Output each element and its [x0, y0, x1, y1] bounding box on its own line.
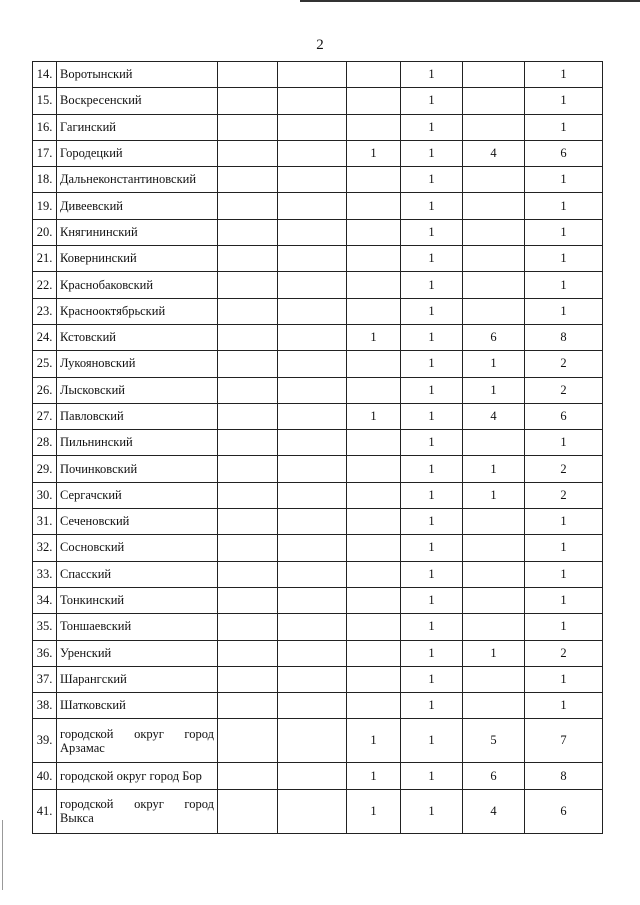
district-name: городской округ город Бор — [57, 763, 218, 789]
page-number: 2 — [316, 37, 324, 53]
value-col-3 — [347, 509, 401, 535]
total-value: 8 — [525, 763, 603, 789]
value-col-4: 1 — [401, 272, 463, 298]
value-col-2 — [278, 561, 347, 587]
top-rule — [300, 0, 640, 2]
district-name: Кстовский — [57, 324, 218, 350]
row-number: 24. — [33, 324, 57, 350]
value-col-2 — [278, 298, 347, 324]
district-name: городской округ город Арзамас — [57, 719, 218, 763]
district-name: Пильнинский — [57, 430, 218, 456]
total-value: 1 — [525, 114, 603, 140]
total-value: 1 — [525, 666, 603, 692]
value-col-4: 1 — [401, 88, 463, 114]
row-number: 21. — [33, 246, 57, 272]
value-col-2 — [278, 403, 347, 429]
value-col-1 — [218, 351, 278, 377]
value-col-1 — [218, 763, 278, 789]
value-col-3 — [347, 193, 401, 219]
value-col-5: 4 — [463, 140, 525, 166]
value-col-2 — [278, 456, 347, 482]
table-row — [33, 403, 603, 429]
value-col-2 — [278, 140, 347, 166]
value-col-4: 1 — [401, 298, 463, 324]
value-col-2 — [278, 614, 347, 640]
row-number: 29. — [33, 456, 57, 482]
value-col-1 — [218, 193, 278, 219]
value-col-5 — [463, 114, 525, 140]
value-col-4: 1 — [401, 377, 463, 403]
table-row — [33, 640, 603, 666]
value-col-5: 4 — [463, 403, 525, 429]
value-col-4: 1 — [401, 763, 463, 789]
row-number: 28. — [33, 430, 57, 456]
total-value: 1 — [525, 167, 603, 193]
value-col-2 — [278, 509, 347, 535]
value-col-5 — [463, 666, 525, 692]
value-col-5 — [463, 535, 525, 561]
value-col-5 — [463, 509, 525, 535]
value-col-2 — [278, 640, 347, 666]
total-value: 6 — [525, 140, 603, 166]
value-col-2 — [278, 719, 347, 763]
value-col-3: 1 — [347, 789, 401, 833]
district-name: Сеченовский — [57, 509, 218, 535]
value-col-3 — [347, 666, 401, 692]
value-col-4: 1 — [401, 587, 463, 613]
value-col-4: 1 — [401, 403, 463, 429]
value-col-3: 1 — [347, 763, 401, 789]
district-name: Княгининский — [57, 219, 218, 245]
value-col-2 — [278, 535, 347, 561]
total-value: 1 — [525, 193, 603, 219]
total-value: 1 — [525, 62, 603, 88]
row-number: 17. — [33, 140, 57, 166]
value-col-5: 4 — [463, 789, 525, 833]
value-col-4: 1 — [401, 693, 463, 719]
row-number: 15. — [33, 88, 57, 114]
value-col-4: 1 — [401, 640, 463, 666]
value-col-2 — [278, 763, 347, 789]
district-name: Тонкинский — [57, 587, 218, 613]
districts-table — [32, 61, 603, 834]
value-col-1 — [218, 719, 278, 763]
value-col-1 — [218, 62, 278, 88]
table-row — [33, 456, 603, 482]
row-number: 39. — [33, 719, 57, 763]
total-value: 6 — [525, 789, 603, 833]
total-value: 7 — [525, 719, 603, 763]
value-col-1 — [218, 482, 278, 508]
value-col-5 — [463, 298, 525, 324]
value-col-4: 1 — [401, 219, 463, 245]
value-col-2 — [278, 272, 347, 298]
value-col-5: 1 — [463, 640, 525, 666]
value-col-1 — [218, 561, 278, 587]
table-row — [33, 114, 603, 140]
district-name: Ковернинский — [57, 246, 218, 272]
value-col-1 — [218, 666, 278, 692]
value-col-2 — [278, 789, 347, 833]
value-col-3: 1 — [347, 403, 401, 429]
row-number: 36. — [33, 640, 57, 666]
value-col-3 — [347, 298, 401, 324]
district-name: Тоншаевский — [57, 614, 218, 640]
total-value: 2 — [525, 377, 603, 403]
value-col-3 — [347, 114, 401, 140]
district-name: городской округ город Выкса — [57, 789, 218, 833]
value-col-5 — [463, 219, 525, 245]
district-name: Гагинский — [57, 114, 218, 140]
row-number: 22. — [33, 272, 57, 298]
value-col-1 — [218, 535, 278, 561]
value-col-5: 6 — [463, 763, 525, 789]
row-number: 27. — [33, 403, 57, 429]
table-row — [33, 167, 603, 193]
value-col-4: 1 — [401, 666, 463, 692]
row-number: 26. — [33, 377, 57, 403]
value-col-3 — [347, 62, 401, 88]
row-number: 25. — [33, 351, 57, 377]
value-col-4: 1 — [401, 789, 463, 833]
row-number: 41. — [33, 789, 57, 833]
value-col-4: 1 — [401, 561, 463, 587]
value-col-4: 1 — [401, 114, 463, 140]
value-col-3 — [347, 693, 401, 719]
value-col-3: 1 — [347, 719, 401, 763]
total-value: 1 — [525, 246, 603, 272]
total-value: 1 — [525, 693, 603, 719]
row-number: 31. — [33, 509, 57, 535]
value-col-4: 1 — [401, 193, 463, 219]
table-row — [33, 351, 603, 377]
value-col-2 — [278, 377, 347, 403]
value-col-3 — [347, 246, 401, 272]
value-col-5: 1 — [463, 482, 525, 508]
value-col-5 — [463, 62, 525, 88]
value-col-1 — [218, 456, 278, 482]
district-name: Починковский — [57, 456, 218, 482]
table-body — [33, 62, 603, 834]
total-value: 2 — [525, 456, 603, 482]
value-col-1 — [218, 430, 278, 456]
value-col-1 — [218, 114, 278, 140]
row-number: 23. — [33, 298, 57, 324]
table-row — [33, 193, 603, 219]
total-value: 1 — [525, 272, 603, 298]
value-col-4: 1 — [401, 324, 463, 350]
district-name: Шатковский — [57, 693, 218, 719]
value-col-4: 1 — [401, 351, 463, 377]
value-col-3: 1 — [347, 324, 401, 350]
value-col-4: 1 — [401, 430, 463, 456]
table-row — [33, 377, 603, 403]
district-name: Спасский — [57, 561, 218, 587]
value-col-3 — [347, 587, 401, 613]
value-col-2 — [278, 88, 347, 114]
value-col-5: 6 — [463, 324, 525, 350]
table-row — [33, 666, 603, 692]
total-value: 1 — [525, 430, 603, 456]
value-col-1 — [218, 789, 278, 833]
total-value: 6 — [525, 403, 603, 429]
table-row — [33, 140, 603, 166]
value-col-1 — [218, 167, 278, 193]
value-col-2 — [278, 324, 347, 350]
value-col-3 — [347, 167, 401, 193]
table-row — [33, 535, 603, 561]
value-col-3 — [347, 456, 401, 482]
value-col-1 — [218, 403, 278, 429]
row-number: 32. — [33, 535, 57, 561]
district-name: Сергачский — [57, 482, 218, 508]
district-name: Лысковский — [57, 377, 218, 403]
value-col-1 — [218, 324, 278, 350]
value-col-2 — [278, 693, 347, 719]
table-row — [33, 614, 603, 640]
value-col-5 — [463, 693, 525, 719]
value-col-1 — [218, 377, 278, 403]
value-col-3 — [347, 88, 401, 114]
table-row — [33, 509, 603, 535]
total-value: 1 — [525, 561, 603, 587]
row-number: 16. — [33, 114, 57, 140]
value-col-1 — [218, 246, 278, 272]
district-name: Краснобаковский — [57, 272, 218, 298]
value-col-2 — [278, 114, 347, 140]
value-col-3 — [347, 430, 401, 456]
table-row — [33, 587, 603, 613]
scan-edge-line — [2, 820, 3, 890]
value-col-5 — [463, 614, 525, 640]
value-col-3 — [347, 561, 401, 587]
district-name: Павловский — [57, 403, 218, 429]
value-col-2 — [278, 219, 347, 245]
value-col-5 — [463, 430, 525, 456]
value-col-5 — [463, 167, 525, 193]
value-col-5: 1 — [463, 377, 525, 403]
value-col-4: 1 — [401, 456, 463, 482]
value-col-2 — [278, 587, 347, 613]
total-value: 1 — [525, 535, 603, 561]
value-col-4: 1 — [401, 167, 463, 193]
value-col-5 — [463, 193, 525, 219]
total-value: 1 — [525, 509, 603, 535]
value-col-5 — [463, 561, 525, 587]
table-row — [33, 482, 603, 508]
value-col-3 — [347, 640, 401, 666]
value-col-1 — [218, 614, 278, 640]
value-col-3 — [347, 614, 401, 640]
value-col-4: 1 — [401, 719, 463, 763]
table-row — [33, 324, 603, 350]
table-row — [33, 763, 603, 789]
value-col-5 — [463, 587, 525, 613]
value-col-3 — [347, 377, 401, 403]
total-value: 2 — [525, 640, 603, 666]
value-col-4: 1 — [401, 482, 463, 508]
table-row — [33, 246, 603, 272]
total-value: 8 — [525, 324, 603, 350]
row-number: 14. — [33, 62, 57, 88]
value-col-3 — [347, 272, 401, 298]
total-value: 1 — [525, 219, 603, 245]
value-col-1 — [218, 298, 278, 324]
district-name: Краснооктябрьский — [57, 298, 218, 324]
value-col-1 — [218, 219, 278, 245]
district-name: Дальнеконстантиновский — [57, 167, 218, 193]
total-value: 1 — [525, 614, 603, 640]
row-number: 38. — [33, 693, 57, 719]
table-row — [33, 561, 603, 587]
row-number: 30. — [33, 482, 57, 508]
total-value: 1 — [525, 298, 603, 324]
value-col-4: 1 — [401, 509, 463, 535]
total-value: 1 — [525, 88, 603, 114]
district-name: Шарангский — [57, 666, 218, 692]
value-col-1 — [218, 587, 278, 613]
row-number: 37. — [33, 666, 57, 692]
district-name: Сосновский — [57, 535, 218, 561]
table-row — [33, 719, 603, 763]
value-col-1 — [218, 272, 278, 298]
value-col-5 — [463, 88, 525, 114]
table-row — [33, 298, 603, 324]
table-row — [33, 693, 603, 719]
row-number: 18. — [33, 167, 57, 193]
row-number: 33. — [33, 561, 57, 587]
value-col-2 — [278, 351, 347, 377]
row-number: 40. — [33, 763, 57, 789]
table-row — [33, 88, 603, 114]
district-name: Дивеевский — [57, 193, 218, 219]
value-col-5 — [463, 272, 525, 298]
table-row — [33, 430, 603, 456]
value-col-1 — [218, 88, 278, 114]
total-value: 2 — [525, 482, 603, 508]
table-row — [33, 789, 603, 833]
table-row — [33, 62, 603, 88]
district-name: Городецкий — [57, 140, 218, 166]
district-name: Воскресенский — [57, 88, 218, 114]
row-number: 34. — [33, 587, 57, 613]
value-col-5 — [463, 246, 525, 272]
row-number: 20. — [33, 219, 57, 245]
value-col-5: 5 — [463, 719, 525, 763]
value-col-1 — [218, 140, 278, 166]
value-col-2 — [278, 193, 347, 219]
value-col-3: 1 — [347, 140, 401, 166]
row-number: 35. — [33, 614, 57, 640]
district-name: Воротынский — [57, 62, 218, 88]
value-col-5: 1 — [463, 456, 525, 482]
value-col-4: 1 — [401, 246, 463, 272]
value-col-3 — [347, 535, 401, 561]
value-col-3 — [347, 482, 401, 508]
value-col-4: 1 — [401, 614, 463, 640]
value-col-2 — [278, 62, 347, 88]
value-col-2 — [278, 482, 347, 508]
value-col-2 — [278, 430, 347, 456]
value-col-3 — [347, 219, 401, 245]
value-col-4: 1 — [401, 62, 463, 88]
district-name: Уренский — [57, 640, 218, 666]
value-col-3 — [347, 351, 401, 377]
value-col-4: 1 — [401, 535, 463, 561]
value-col-2 — [278, 666, 347, 692]
total-value: 2 — [525, 351, 603, 377]
value-col-2 — [278, 167, 347, 193]
value-col-1 — [218, 640, 278, 666]
value-col-1 — [218, 693, 278, 719]
value-col-1 — [218, 509, 278, 535]
row-number: 19. — [33, 193, 57, 219]
table-row — [33, 272, 603, 298]
district-name: Лукояновский — [57, 351, 218, 377]
value-col-2 — [278, 246, 347, 272]
total-value: 1 — [525, 587, 603, 613]
table-row — [33, 219, 603, 245]
value-col-4: 1 — [401, 140, 463, 166]
value-col-5: 1 — [463, 351, 525, 377]
